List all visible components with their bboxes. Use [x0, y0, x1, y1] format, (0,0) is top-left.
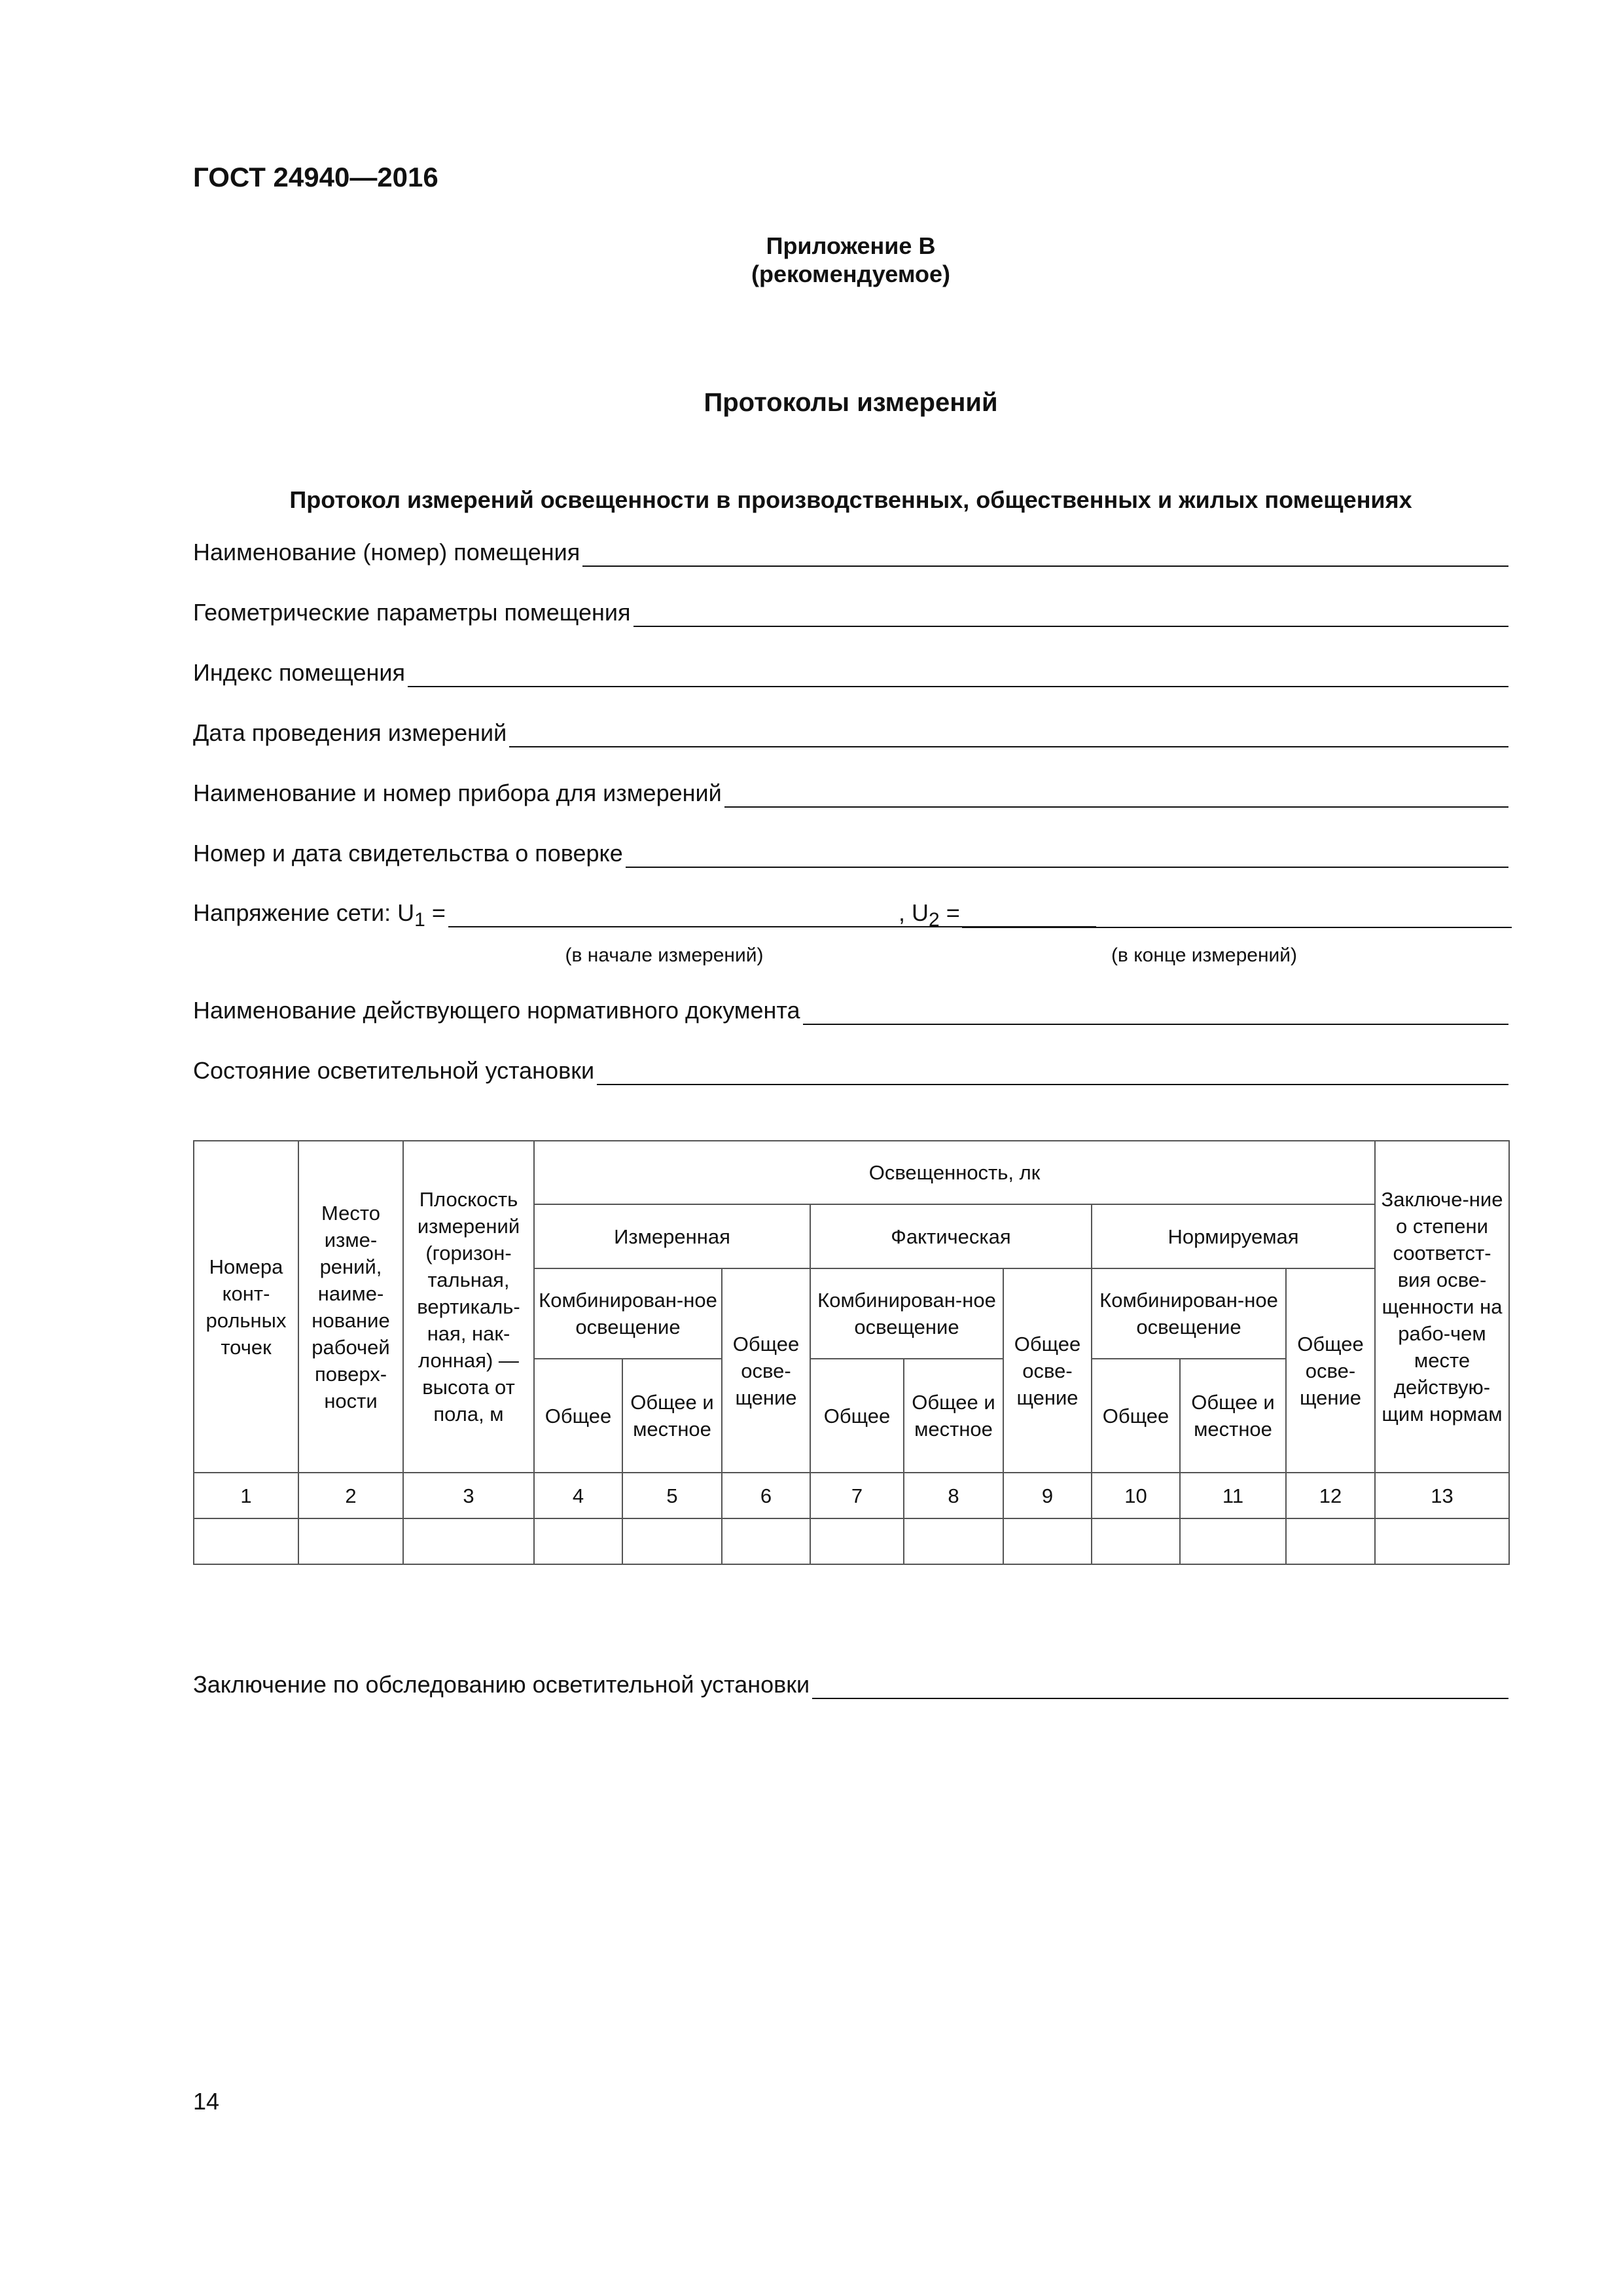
- installation-state-field[interactable]: [193, 1056, 1508, 1085]
- column-number: 10: [1092, 1473, 1180, 1518]
- header-conclusion: Заключе-ние о степени соответст-вия осве-щенности на рабо-чем месте действую-щим нормам: [1375, 1141, 1509, 1473]
- header-normative-combined-local: Общее и местное: [1180, 1359, 1286, 1473]
- header-measured-combined-general: Общее: [534, 1359, 622, 1473]
- header-measured-combined: Комбинирован-ное освещение: [534, 1268, 722, 1359]
- protocol-title: Протокол измерений освещенности в производственных, общественных и жилых помещениях: [289, 486, 1412, 513]
- room-index-label: Индекс помещения: [193, 659, 405, 686]
- header-illuminance: Освещенность, лк: [534, 1141, 1375, 1204]
- installation-state-line[interactable]: [597, 1062, 1508, 1085]
- room-geometry-line[interactable]: [633, 603, 1508, 627]
- header-measured-combined-local: Общее и местное: [622, 1359, 722, 1473]
- table-cell[interactable]: [298, 1518, 403, 1564]
- table-cell[interactable]: [1180, 1518, 1286, 1564]
- header-measure-plane: Плоскость измерений (горизон-тальная, вертикаль-ная, нак-лонная) — высота от пола, м: [403, 1141, 534, 1473]
- table-cell[interactable]: [1003, 1518, 1092, 1564]
- conclusion-label: Заключение по обследованию осветительной установки: [193, 1671, 810, 1698]
- table-cell[interactable]: [904, 1518, 1003, 1564]
- measurement-table: [193, 1140, 1510, 1565]
- header-normative-combined-general: Общее: [1092, 1359, 1180, 1473]
- norm-doc-label: Наименование действующего нормативного документа: [193, 997, 800, 1024]
- column-number: 12: [1286, 1473, 1375, 1518]
- column-number: 13: [1375, 1473, 1509, 1518]
- room-index-field[interactable]: [193, 658, 1508, 687]
- conclusion-line[interactable]: [812, 1676, 1508, 1699]
- section-title: Протоколы измерений: [704, 388, 998, 417]
- column-number: 6: [722, 1473, 810, 1518]
- voltage-start-note: (в начале измерений): [565, 944, 764, 966]
- table-cell[interactable]: [534, 1518, 622, 1564]
- header-actual-general: Общее осве-щение: [1003, 1268, 1092, 1473]
- header-normative: Нормируемая: [1092, 1204, 1375, 1268]
- header-measure-place: Место изме-рений, наиме-нование рабочей поверх-ности: [298, 1141, 403, 1473]
- annex-title: Приложение В: [766, 232, 936, 259]
- header-actual-combined-local: Общее и местное: [904, 1359, 1003, 1473]
- room-name-field[interactable]: [193, 538, 1508, 567]
- room-index-line[interactable]: [408, 664, 1508, 687]
- room-geometry-field[interactable]: [193, 598, 1508, 627]
- column-number: 8: [904, 1473, 1003, 1518]
- header-actual-combined: Комбинирован-ное освещение: [810, 1268, 1003, 1359]
- installation-state-label: Состояние осветительной установки: [193, 1057, 595, 1084]
- table-cell[interactable]: [194, 1518, 298, 1564]
- certificate-label: Номер и дата свидетельства о поверке: [193, 840, 623, 867]
- table-cell[interactable]: [1286, 1518, 1375, 1564]
- column-number: 2: [298, 1473, 403, 1518]
- column-number: 4: [534, 1473, 622, 1518]
- column-number: 3: [403, 1473, 534, 1518]
- header-measured-general: Общее осве-щение: [722, 1268, 810, 1473]
- voltage-label: Напряжение сети: $U_1$ =: [193, 899, 446, 931]
- room-geometry-label: Геометрические параметры помещения: [193, 599, 631, 626]
- certificate-line[interactable]: [626, 844, 1508, 868]
- table-cell[interactable]: [722, 1518, 810, 1564]
- room-name-label: Наименование (номер) помещения: [193, 539, 580, 565]
- conclusion-field[interactable]: [193, 1670, 1508, 1699]
- voltage-end-note: (в конце измерений): [1111, 944, 1298, 966]
- measure-date-line[interactable]: [509, 724, 1508, 747]
- instrument-field[interactable]: [193, 779, 1508, 808]
- voltage-end-label: , $U_2$ =: [899, 899, 960, 931]
- header-normative-combined: Комбинирован-ное освещение: [1092, 1268, 1286, 1359]
- room-name-line[interactable]: [582, 543, 1508, 567]
- column-number: 5: [622, 1473, 722, 1518]
- header-actual: Фактическая: [810, 1204, 1092, 1268]
- norm-doc-field[interactable]: [193, 996, 1508, 1025]
- table-row: [194, 1518, 1509, 1564]
- measure-date-label: Дата проведения измерений: [193, 719, 507, 746]
- annex-status: (рекомендуемое): [751, 260, 950, 287]
- measure-date-field[interactable]: [193, 719, 1508, 747]
- column-number-row: [194, 1473, 1509, 1518]
- column-number: 7: [810, 1473, 904, 1518]
- table-cell[interactable]: [403, 1518, 534, 1564]
- table-cell[interactable]: [622, 1518, 722, 1564]
- column-number: 11: [1180, 1473, 1286, 1518]
- header-normative-general: Общее осве-щение: [1286, 1268, 1375, 1473]
- instrument-line[interactable]: [724, 784, 1508, 808]
- header-control-points: Номера конт-рольных точек: [194, 1141, 298, 1473]
- norm-doc-line[interactable]: [803, 1001, 1508, 1025]
- voltage-end-line[interactable]: [962, 927, 1512, 928]
- header-measured: Измеренная: [534, 1204, 810, 1268]
- table-cell[interactable]: [810, 1518, 904, 1564]
- document-header: ГОСТ 24940—2016: [193, 162, 438, 192]
- table-cell[interactable]: [1375, 1518, 1509, 1564]
- instrument-label: Наименование и номер прибора для измерений: [193, 780, 722, 806]
- column-number: 9: [1003, 1473, 1092, 1518]
- table-cell[interactable]: [1092, 1518, 1180, 1564]
- column-number: 1: [194, 1473, 298, 1518]
- page-number: 14: [193, 2088, 220, 2115]
- certificate-field[interactable]: [193, 839, 1508, 868]
- header-actual-combined-general: Общее: [810, 1359, 904, 1473]
